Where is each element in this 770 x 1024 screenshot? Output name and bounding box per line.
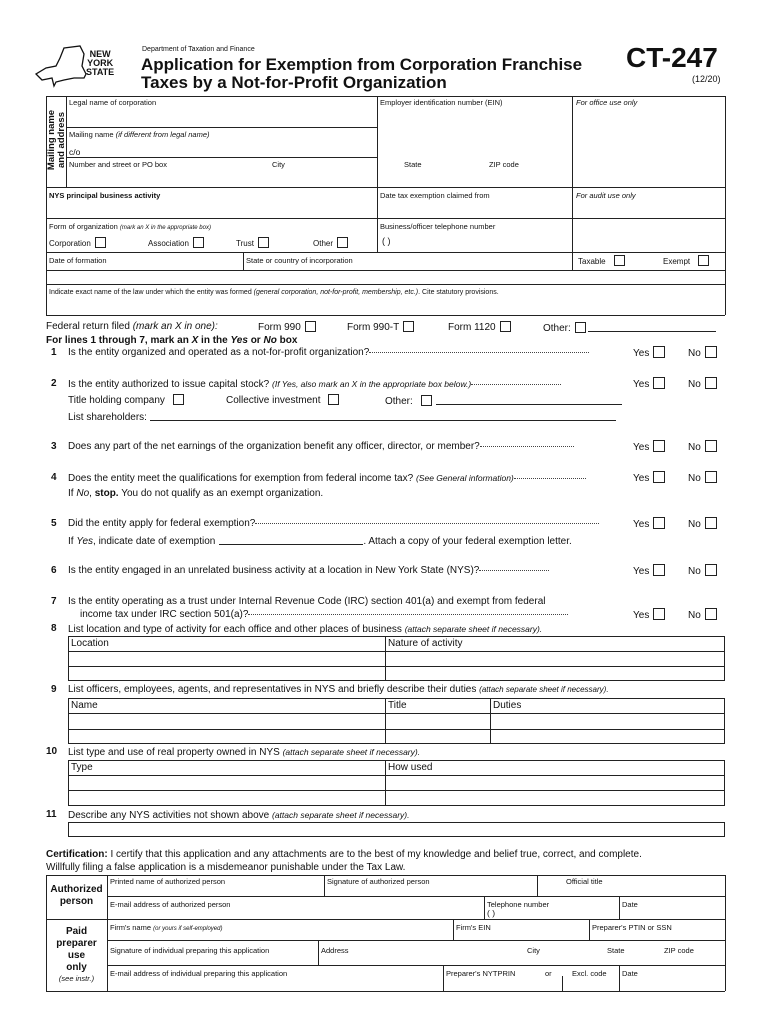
q11-text-span: Describe any NYS activities not shown above bbox=[68, 810, 272, 821]
paid-label-line: preparer bbox=[56, 938, 97, 949]
no-text: No bbox=[688, 566, 701, 577]
state-logo-text bbox=[86, 50, 114, 77]
legal-name-label: Legal name of corporation bbox=[69, 98, 157, 107]
q7-yes bbox=[633, 608, 665, 622]
q11-note: (attach separate sheet if necessary). bbox=[272, 810, 410, 820]
q6-text-span: Is the entity engaged in an unrelated business activity at a location in New York State (NYS)? bbox=[68, 565, 480, 576]
zip-label: ZIP code bbox=[489, 160, 519, 169]
no-text: No bbox=[688, 379, 701, 390]
q7-number: 7 bbox=[51, 596, 57, 607]
q3-text-span: Does any part of the net earnings of the organization benefit any officer, director, or member? bbox=[68, 441, 480, 452]
q3-yes-checkbox[interactable] bbox=[653, 440, 665, 452]
date-label-preparer: Date bbox=[622, 969, 638, 978]
q7-no-checkbox[interactable] bbox=[705, 608, 717, 620]
form-title-line-1: Application for Exemption from Corporation Franchise bbox=[141, 55, 583, 74]
date-claimed-label: Date tax exemption claimed from bbox=[380, 191, 490, 200]
q1-yes-checkbox[interactable] bbox=[653, 346, 665, 358]
q7-text2-span: income tax under IRC section 501(a)? bbox=[80, 609, 249, 620]
org-type-association bbox=[148, 237, 204, 248]
nytprin-label: Preparer's NYTPRIN bbox=[446, 969, 516, 978]
q5-no-checkbox[interactable] bbox=[705, 517, 717, 529]
q5-line2 bbox=[68, 534, 572, 548]
firm-name-label bbox=[110, 923, 222, 934]
no-text: No bbox=[688, 519, 701, 530]
q5-text bbox=[68, 518, 599, 530]
checkbox-q2-other[interactable] bbox=[421, 395, 432, 406]
checkbox-trust[interactable] bbox=[258, 237, 269, 248]
q4-line2-text: If bbox=[68, 488, 77, 499]
q1-no bbox=[688, 346, 717, 360]
mailing-name-note: (if different from legal name) bbox=[115, 130, 210, 139]
q9-col-name: Name bbox=[71, 700, 98, 711]
q3-text bbox=[68, 441, 574, 453]
instr-text: in the bbox=[198, 335, 231, 346]
email-label: E-mail address of authorized person bbox=[110, 900, 231, 909]
ptin-label: Preparer's PTIN or SSN bbox=[592, 923, 672, 932]
logo-word: STATE bbox=[86, 67, 115, 77]
paid-label-line: (see instr.) bbox=[58, 974, 95, 983]
q7-no bbox=[688, 608, 717, 622]
org-type-corporation bbox=[49, 237, 106, 248]
q9-note: (attach separate sheet if necessary). bbox=[479, 685, 609, 694]
yes-text: Yes bbox=[633, 442, 650, 453]
q9-number: 9 bbox=[51, 684, 57, 695]
q2-number: 2 bbox=[51, 378, 57, 389]
form-title-line-2: Taxes by a Not-for-Profit Organization bbox=[141, 73, 447, 92]
form-of-org-label bbox=[49, 222, 211, 233]
auth-label-line: person bbox=[59, 896, 94, 907]
q3-no bbox=[688, 440, 717, 454]
paid-label-line: use bbox=[67, 950, 86, 961]
checkbox-form-1120[interactable] bbox=[500, 321, 511, 332]
exempt-label bbox=[663, 255, 709, 266]
federal-label-text: Federal return filed bbox=[46, 321, 133, 332]
firm-name-note: (or yours if self-employed) bbox=[153, 926, 223, 932]
checkbox-title-holding[interactable] bbox=[173, 394, 184, 405]
q2-option-collective bbox=[226, 394, 339, 407]
instr-yes: Yes bbox=[230, 335, 248, 346]
preparer-address-label: Address bbox=[321, 946, 349, 955]
yes-text: Yes bbox=[633, 473, 650, 484]
taxable-label bbox=[578, 255, 625, 266]
q9-text bbox=[68, 684, 609, 696]
checkbox-form-990[interactable] bbox=[305, 321, 316, 332]
federal-other-line[interactable] bbox=[588, 321, 716, 332]
q3-number: 3 bbox=[51, 441, 57, 452]
q10-col-type: Type bbox=[71, 762, 93, 773]
q6-yes-checkbox[interactable] bbox=[653, 564, 665, 576]
audit-use-label: For audit use only bbox=[576, 191, 636, 200]
checkbox-form-990t[interactable] bbox=[403, 321, 414, 332]
q8-number: 8 bbox=[51, 623, 57, 634]
q2-yes bbox=[633, 377, 665, 391]
q4-text-span: Does the entity meet the qualifications for exemption from federal income tax? bbox=[68, 473, 416, 484]
state-label: State bbox=[404, 160, 422, 169]
checkbox-collective-investment[interactable] bbox=[328, 394, 339, 405]
q3-no-checkbox[interactable] bbox=[705, 440, 717, 452]
q10-col-how-used: How used bbox=[388, 762, 433, 773]
org-type-other bbox=[313, 237, 348, 248]
q9-col-duties: Duties bbox=[493, 700, 522, 711]
certification-text2: Willfully filing a false application is a misdemeanor punishable under the Tax Law. bbox=[46, 862, 406, 873]
telephone-paren-auth: ( ) bbox=[487, 908, 496, 918]
q5-attach: . Attach a copy of your federal exemption letter. bbox=[363, 536, 572, 547]
q4-no-checkbox[interactable] bbox=[705, 471, 717, 483]
q1-text-span: Is the entity organized and operated as a not-for-profit organization? bbox=[68, 347, 370, 358]
city-label: City bbox=[272, 160, 285, 169]
q1-yes bbox=[633, 346, 665, 360]
principal-activity-label: NYS principal business activity bbox=[49, 191, 161, 200]
address-input[interactable] bbox=[70, 170, 574, 187]
no-text: No bbox=[688, 473, 701, 484]
paid-preparer-label bbox=[46, 926, 107, 983]
q10-number: 10 bbox=[46, 746, 58, 757]
auth-label-line: Authorized bbox=[50, 884, 103, 895]
q5-yes-checkbox[interactable] bbox=[653, 517, 665, 529]
q5-no bbox=[688, 517, 717, 531]
instr-x: X bbox=[191, 335, 199, 346]
shareholders-line[interactable] bbox=[150, 410, 616, 421]
logo-word: YORK bbox=[87, 58, 114, 68]
lines-instruction bbox=[46, 335, 297, 347]
q8-note: (attach separate sheet if necessary). bbox=[404, 624, 543, 634]
form-revision: (12/20) bbox=[692, 74, 721, 84]
q2-option-other bbox=[385, 394, 622, 408]
checkbox-other[interactable] bbox=[337, 237, 348, 248]
preparer-city-label: City bbox=[527, 946, 540, 955]
logo-word: NEW bbox=[89, 49, 111, 59]
q2-no bbox=[688, 377, 717, 391]
checkbox-taxable[interactable] bbox=[614, 255, 625, 266]
legal-name-input[interactable] bbox=[70, 108, 374, 126]
checkbox-federal-other[interactable] bbox=[575, 322, 586, 333]
law-note: (general corporation, not-for-profit, membership, etc.) bbox=[253, 289, 419, 296]
authorized-person-label bbox=[46, 884, 107, 908]
federal-form-990 bbox=[258, 321, 316, 334]
org-type-trust bbox=[236, 237, 269, 248]
date-label-auth: Date bbox=[622, 900, 638, 909]
q8-text bbox=[68, 623, 542, 636]
q4-no bbox=[688, 471, 717, 485]
signature-label: Signature of authorized person bbox=[327, 877, 430, 886]
state-incorp-label: State or country of incorporation bbox=[246, 256, 353, 265]
q9-text-span: List officers, employees, agents, and representatives in NYS and briefly describe their duties bbox=[68, 684, 480, 695]
q2-note: (If Yes, also mark an X in the appropriate box below.) bbox=[272, 379, 472, 389]
law-suffix: . Cite statutory provisions. bbox=[418, 289, 499, 296]
form-of-org-note: (mark an X in the appropriate box) bbox=[119, 225, 211, 231]
firm-name-text: Firm's name bbox=[110, 923, 154, 932]
q4-yes-checkbox[interactable] bbox=[653, 471, 665, 483]
q11-text bbox=[68, 809, 410, 822]
federal-return-label bbox=[46, 321, 218, 333]
q2-yes-checkbox[interactable] bbox=[653, 377, 665, 389]
org-type-text: Association bbox=[148, 239, 189, 248]
q11-number: 11 bbox=[46, 809, 57, 820]
yes-text: Yes bbox=[633, 519, 650, 530]
email-preparer-label: E-mail address of individual preparing this application bbox=[110, 969, 288, 978]
federal-form-990t bbox=[347, 321, 414, 334]
q9-col-title: Title bbox=[388, 700, 407, 711]
q4-text bbox=[68, 472, 586, 485]
q8-text-span: List location and type of activity for each office and other places of business bbox=[68, 624, 405, 635]
q2-option-title-holding bbox=[68, 394, 184, 407]
preparer-zip-label: ZIP code bbox=[664, 946, 694, 955]
yes-text: Yes bbox=[633, 610, 650, 621]
q4-yes bbox=[633, 471, 665, 485]
no-text: No bbox=[688, 442, 701, 453]
ein-label: Employer identification number (EIN) bbox=[380, 98, 503, 107]
q7-text2 bbox=[80, 609, 568, 621]
q8-col-location: Location bbox=[71, 638, 109, 649]
street-label: Number and street or PO box bbox=[69, 160, 167, 169]
federal-option-text: Form 1120 bbox=[448, 322, 496, 333]
law-text: Indicate exact name of the law under which the entity was formed bbox=[49, 289, 254, 296]
q1-number: 1 bbox=[51, 347, 57, 358]
checkbox-corporation[interactable] bbox=[95, 237, 106, 248]
mailing-name-text: Mailing name bbox=[69, 130, 114, 139]
org-type-text: Trust bbox=[236, 239, 254, 248]
q1-text bbox=[68, 347, 589, 359]
checkbox-association[interactable] bbox=[193, 237, 204, 248]
q2-opt-text: Title holding company bbox=[68, 395, 165, 406]
federal-other bbox=[543, 321, 716, 335]
q11-input[interactable] bbox=[68, 822, 725, 837]
q5-number: 5 bbox=[51, 518, 57, 529]
office-use-label: For office use only bbox=[576, 98, 638, 107]
no-text: No bbox=[688, 610, 701, 621]
official-title-label: Official title bbox=[566, 877, 603, 886]
yes-text: Yes bbox=[633, 379, 650, 390]
telephone-label-auth: Telephone number bbox=[487, 900, 550, 909]
q10-text bbox=[68, 746, 420, 759]
yes-text: Yes bbox=[633, 348, 650, 359]
q2-opt-text: Collective investment bbox=[226, 395, 321, 406]
form-of-org-text: Form of organization bbox=[49, 222, 118, 231]
q5-line2-text: If bbox=[68, 536, 77, 547]
q4-line2-no: No bbox=[76, 488, 90, 499]
q5-line2-yes: Yes bbox=[76, 536, 94, 547]
q6-text bbox=[68, 565, 549, 577]
form-number: CT-247 bbox=[626, 42, 718, 73]
q2-shareholders bbox=[68, 410, 616, 424]
date-formation-label: Date of formation bbox=[49, 256, 107, 265]
exempt-text: Exempt bbox=[663, 257, 691, 266]
yes-text: Yes bbox=[633, 566, 650, 577]
q6-yes bbox=[633, 564, 665, 578]
q2-opt-text: Other: bbox=[385, 396, 413, 407]
mailing-name-input[interactable] bbox=[90, 145, 374, 158]
firm-ein-label: Firm's EIN bbox=[456, 923, 491, 932]
telephone-label: Business/officer telephone number bbox=[380, 222, 496, 231]
q5-text-span: Did the entity apply for federal exemption? bbox=[68, 518, 256, 529]
q3-yes bbox=[633, 440, 665, 454]
q2-text-span: Is the entity authorized to issue capital stock? bbox=[68, 379, 272, 390]
federal-option-text: Form 990-T bbox=[347, 322, 400, 333]
q2-shareholders-text: List shareholders: bbox=[68, 412, 147, 423]
q5-yes bbox=[633, 517, 665, 531]
instr-text: or bbox=[247, 335, 264, 346]
preparer-state-label: State bbox=[607, 946, 625, 955]
paid-label-line: only bbox=[66, 962, 87, 973]
q10-note: (attach separate sheet if necessary). bbox=[282, 747, 421, 757]
org-type-text: Other bbox=[313, 239, 334, 248]
instr-text: box bbox=[276, 335, 298, 346]
q1-no-checkbox[interactable] bbox=[705, 346, 717, 358]
q4-line2-rest: You do not qualify as an exempt organization. bbox=[118, 488, 324, 499]
department-name: Department of Taxation and Finance bbox=[142, 46, 255, 53]
q2-text bbox=[68, 378, 561, 391]
q2-no-checkbox[interactable] bbox=[705, 377, 717, 389]
q4-line2 bbox=[68, 488, 323, 500]
q6-no bbox=[688, 564, 717, 578]
side-label-line: and address bbox=[56, 112, 67, 168]
paid-label-line: Paid bbox=[65, 926, 88, 937]
certification-text bbox=[46, 849, 642, 861]
side-label-line: Mailing name bbox=[46, 109, 57, 171]
federal-option-text: Form 990 bbox=[258, 322, 301, 333]
q6-number: 6 bbox=[51, 565, 57, 576]
q7-yes-checkbox[interactable] bbox=[653, 608, 665, 620]
q2-other-line[interactable] bbox=[436, 394, 622, 405]
co-label: c/o bbox=[69, 147, 81, 157]
new-york-state-outline-icon bbox=[34, 44, 94, 90]
law-input[interactable] bbox=[50, 298, 724, 314]
federal-form-1120 bbox=[448, 321, 511, 334]
q5-line2-rest: , indicate date of exemption bbox=[93, 536, 216, 547]
federal-label-note: (mark an X in one): bbox=[132, 321, 218, 332]
telephone-paren: ( ) bbox=[382, 236, 391, 246]
org-type-text: Corporation bbox=[49, 239, 91, 248]
ein-input[interactable] bbox=[380, 108, 570, 126]
q4-line2-stop: stop. bbox=[94, 488, 119, 499]
sig-preparer-label: Signature of individual preparing this application bbox=[110, 946, 270, 955]
q8-col-nature: Nature of activity bbox=[388, 638, 463, 649]
q4-line2-text: , bbox=[89, 488, 95, 499]
federal-option-text: Other: bbox=[543, 323, 571, 334]
q10-text-span: List type and use of real property owned in NYS bbox=[68, 747, 283, 758]
q4-note: (See General information) bbox=[415, 473, 514, 483]
no-text: No bbox=[688, 348, 701, 359]
instr-no: No bbox=[263, 335, 277, 346]
checkbox-exempt[interactable] bbox=[698, 255, 709, 266]
q6-no-checkbox[interactable] bbox=[705, 564, 717, 576]
mailing-name-label bbox=[69, 130, 210, 139]
taxable-text: Taxable bbox=[578, 257, 606, 266]
q7-text: Is the entity operating as a trust under Internal Revenue Code (IRC) section 401(a) and exempt from federal bbox=[68, 596, 546, 607]
law-instruction bbox=[49, 288, 499, 297]
exemption-date-line[interactable] bbox=[219, 534, 363, 545]
side-label-mailing bbox=[47, 95, 67, 185]
instr-text: For lines 1 through 7, mark an bbox=[46, 335, 192, 346]
q4-number: 4 bbox=[51, 472, 57, 483]
certification-text1: I certify that this application and any attachments are to the best of my knowledge and belief true, correct, and complete. bbox=[107, 849, 642, 860]
or-label: or bbox=[545, 969, 552, 978]
excl-code-label: Excl. code bbox=[572, 969, 607, 978]
certification-bold: Certification: bbox=[46, 849, 108, 860]
printed-name-label: Printed name of authorized person bbox=[110, 877, 226, 886]
